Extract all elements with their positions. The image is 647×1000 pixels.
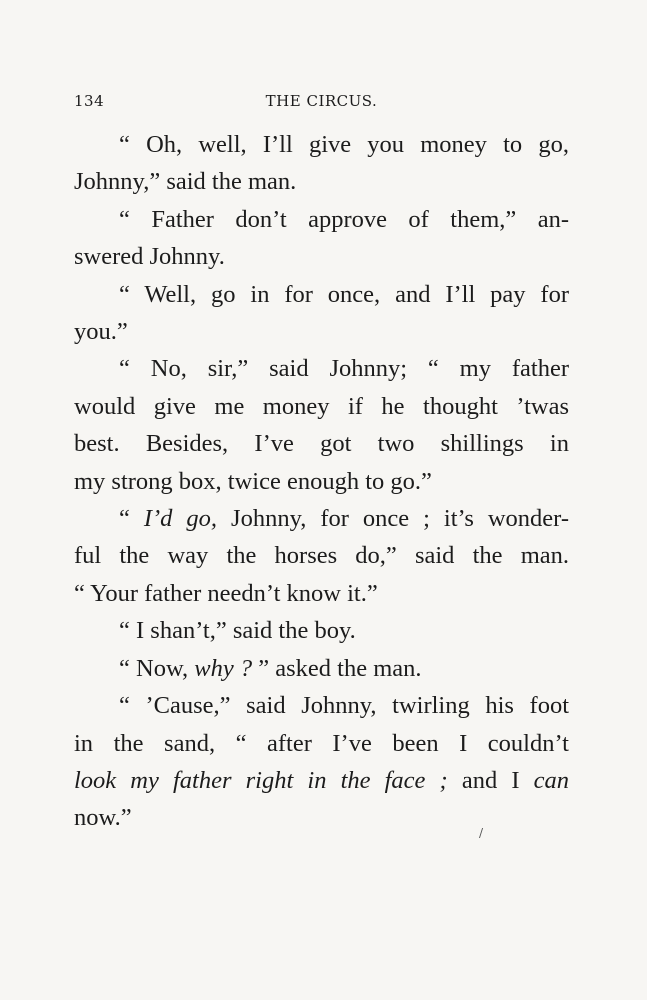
paragraph: [74, 126, 569, 201]
text-line: “ I’d go, Johnny, for once ; it’s wonder-: [119, 505, 569, 533]
text-line: “ Father don’t approve of them,” an-: [119, 205, 569, 233]
text-line: would give me money if he thought ’twas: [74, 392, 569, 420]
body-text: [74, 126, 569, 837]
text-line: swered Johnny.: [74, 243, 225, 271]
text-line: “ I shan’t,” said the boy.: [119, 617, 356, 645]
text-line: look my father right in the face ; and I can: [74, 766, 569, 794]
running-head: THE CIRCUS.: [265, 92, 378, 110]
text-line: ful the way the horses do,” said the man.: [74, 542, 569, 570]
text-line: in the sand, “ after I’ve been I couldn’t: [74, 729, 569, 757]
paragraph: [74, 350, 569, 500]
text-line: “ No, sir,” said Johnny; “ my father: [119, 355, 569, 383]
paragraph: [74, 687, 569, 837]
paragraph: [74, 276, 569, 351]
paragraph: [74, 500, 569, 612]
text-line: now.”: [74, 804, 132, 832]
text-line: “ Your father needn’t know it.”: [74, 579, 378, 607]
paragraph: [74, 650, 569, 687]
paragraph: [74, 612, 569, 649]
page-header: [74, 92, 569, 112]
stray-mark: /: [479, 826, 484, 840]
text-line: Johnny,” said the man.: [74, 168, 297, 196]
text-line: you.”: [74, 318, 128, 346]
text-line: my strong box, twice enough to go.”: [74, 467, 432, 495]
page-number: 134: [74, 92, 105, 110]
text-line: “ ’Cause,” said Johnny, twirling his foot: [119, 692, 569, 720]
text-line: best. Besides, I’ve got two shillings in: [74, 430, 569, 458]
text-line: “ Well, go in for once, and I’ll pay for: [119, 280, 569, 308]
text-line: “ Now, why ? ” asked the man.: [119, 654, 422, 682]
text-line: “ Oh, well, I’ll give you money to go,: [119, 131, 569, 158]
paragraph: [74, 201, 569, 276]
